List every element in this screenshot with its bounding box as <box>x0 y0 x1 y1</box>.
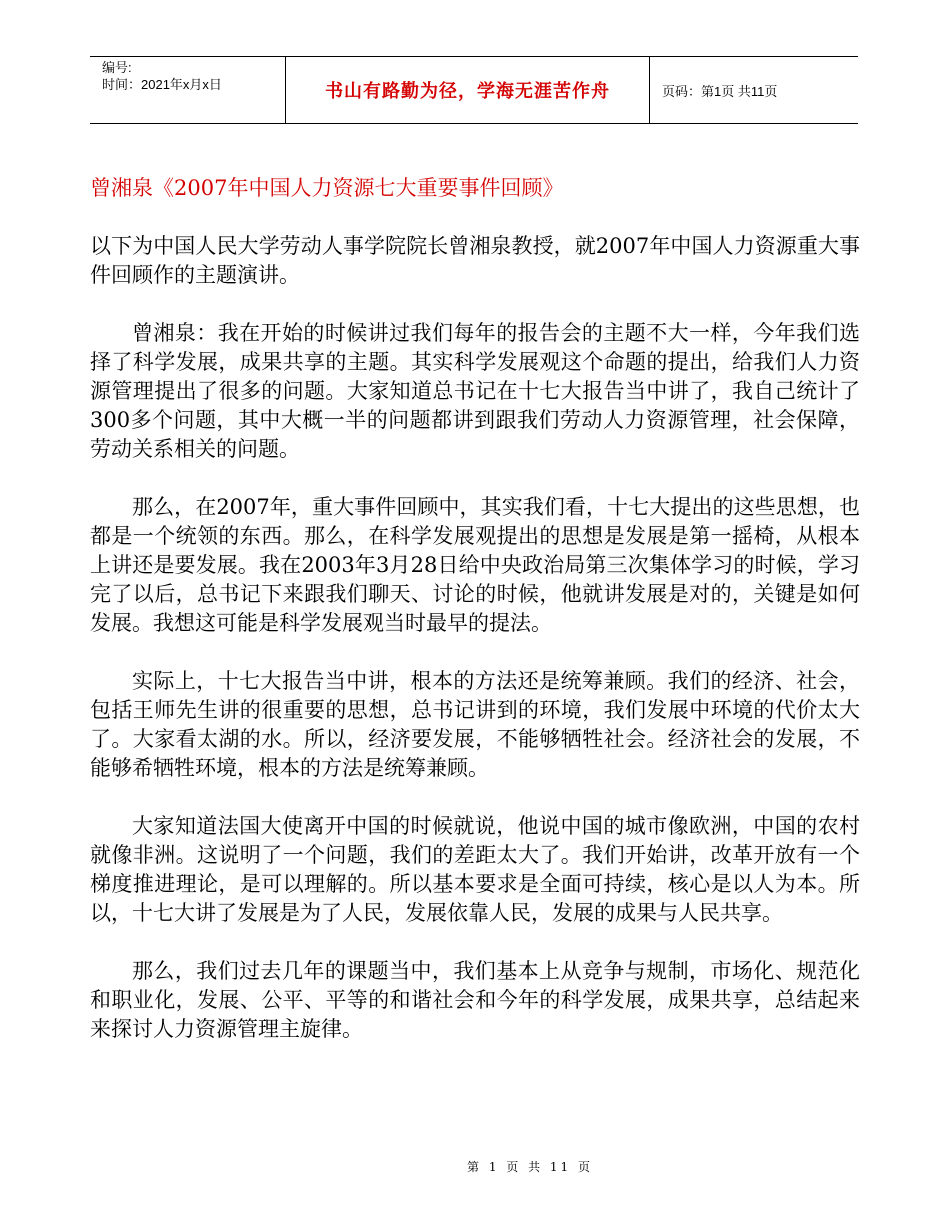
paragraph: 大家知道法国大使离开中国的时候就说，他说中国的城市像欧洲，中国的农村就像非洲。这说明了一个问题，我们的差距太大了。我们开始讲，改革开放有一个梯度推进理论，是可以理解的。所以基本要求是全面可持续，核心是以人为本。所以，十七大讲了发展是为了人民，发展依靠人民，发展的成果与人民共享。 <box>90 814 860 925</box>
header-meta <box>90 57 286 123</box>
document-body <box>90 232 860 1073</box>
paragraph: 那么，在2007年，重大事件回顾中，其实我们看，十七大提出的这些思想，也都是一个统领的东西。那么，在科学发展观提出的思想是发展是第一摇椅，从根本上讲还是要发展。我在2003年3月28日给中央政治局第三次集体学习的时候，学习完了以后，总书记下来跟我们聊天、讨论的时候，他就讲发展是对的，关键是如何发展。我想这可能是科学发展观当时最早的提法。 <box>90 495 860 635</box>
date-label: 时间：2021年x月x日 <box>102 77 222 92</box>
paragraph: 那么，我们过去几年的课题当中，我们基本上从竞争与规制，市场化、规范化和职业化，发展、公平、平等的和谐社会和今年的科学发展，成果共享，总结起来来探讨人力资源管理主旋律。 <box>90 959 860 1041</box>
page-header <box>90 56 858 124</box>
document-title: 曾湘泉《2007年中国人力资源七大重要事件回顾》 <box>90 176 564 200</box>
paragraph-intro: 以下为中国人民大学劳动人事学院院长曾湘泉教授，就2007年中国人力资源重大事件回顾作的主题演讲。 <box>90 234 860 287</box>
paragraph: 实际上，十七大报告当中讲，根本的方法还是统筹兼顾。我们的经济、社会，包括王师先生讲的很重要的思想，总书记讲到的环境，我们发展中环境的代价太大了。大家看太湖的水。所以，经济要发展，不能够牺牲社会。经济社会的发展，不能够希牺牲环境，根本的方法是统筹兼顾。 <box>90 669 860 780</box>
header-page-info: 页码：第1页 共11页 <box>662 83 778 99</box>
paragraph: 曾湘泉：我在开始的时候讲过我们每年的报告会的主题不大一样，今年我们选择了科学发展，成果共享的主题。其实科学发展观这个命题的提出，给我们人力资源管理提出了很多的问题。大家知道总书记在十七大报告当中讲了，我自己统计了300多个问题，其中大概一半的问题都讲到跟我们劳动人力资源管理，社会保障，劳动关系相关的问题。 <box>90 321 860 461</box>
page-footer: 第 1 页 共 11 页 <box>467 1160 593 1174</box>
header-motto: 书山有路勤为径，学海无涯苦作舟 <box>286 57 650 123</box>
serial-number-label: 编号: <box>102 60 132 75</box>
